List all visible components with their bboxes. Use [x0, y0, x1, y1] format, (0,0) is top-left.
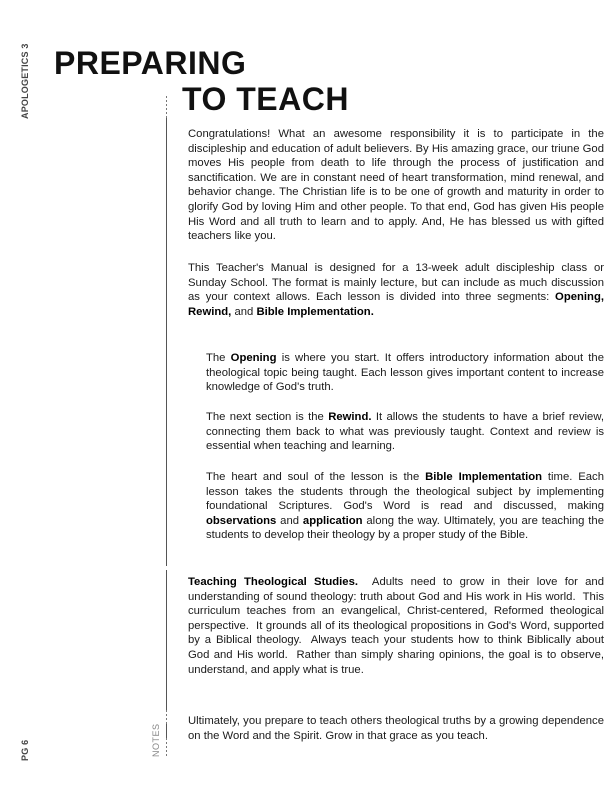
bi-and: and — [276, 514, 303, 527]
series-label: APOLOGETICS 3 — [20, 43, 30, 119]
margin-rule-dotted-top — [166, 96, 167, 118]
opening-paragraph — [206, 351, 604, 395]
page-title-line-1: PREPARING — [54, 45, 247, 81]
bi-term: Bible Implementation — [425, 471, 543, 483]
section-text: Adults need to grow in their love for and understanding of sound theology: truth about God and His work in His world. This curriculum teaches from an evangelical, Christ-centered, Reformed theological perspective. It grounds all of its theological propositions in God's Word, supported by a Biblical theology. Always teach your students how to think Biblically about God and His world. Rather than simply sharing opinions, the goal is to observe, understand, and apply what is true. — [188, 576, 608, 676]
bi-text-2: along the way. Ultimately, you are teaching the students to develop their theology by a proper study of the Bible. — [206, 514, 604, 542]
observations-term: observations — [206, 514, 277, 527]
manual-overview-paragraph — [188, 261, 604, 319]
bi-pre: The heart and soul of the lesson is the — [206, 471, 426, 483]
bi-text-1: time. Each lesson takes the students through the theological subject by implementing foundational Scriptures. God's Word is read and discussed, making — [206, 471, 604, 513]
margin-rule-notes — [166, 724, 167, 738]
rewind-paragraph — [206, 410, 604, 454]
margin-rule-lower — [166, 570, 167, 710]
segments-bold-2: Bible Implementation. — [256, 305, 374, 318]
margin-rule-upper — [166, 118, 167, 566]
page-number: PG 6 — [20, 739, 30, 761]
margin-rule-dotted-mid — [166, 710, 167, 724]
section-heading: Teaching Theological Studies. — [188, 576, 358, 588]
opening-text: is where you start. It offers introductory information about the theological topic being taught. Each lesson gives important content to increase knowledge of God's truth. — [206, 352, 604, 394]
overview-and: and — [231, 305, 257, 318]
opening-term: Opening — [230, 352, 277, 364]
page-title-line-2: TO TEACH — [182, 81, 349, 117]
closing-text: Ultimately, you prepare to teach others theological truths by a growing dependence on the Word and the Spirit. Grow in that grace as you teach. — [188, 715, 604, 742]
closing-paragraph — [188, 714, 604, 743]
overview-text: This Teacher's Manual is designed for a 13-week adult discipleship class or Sunday School. The format is mainly lecture, but can include as much discussion as your context allows. Each lesson is divided into three segments: — [188, 262, 604, 304]
notes-label: NOTES — [151, 723, 161, 757]
segments-bold-1: Opening, Rewind, — [188, 291, 604, 318]
margin-rule-dotted-bottom — [166, 738, 167, 756]
rewind-pre: The next section is the — [206, 411, 329, 423]
opening-pre: The — [206, 352, 231, 364]
rewind-term: Rewind. — [328, 411, 372, 423]
intro-paragraph — [188, 127, 604, 244]
application-term: application — [302, 514, 363, 527]
rewind-text: It allows the students to have a brief review, connecting them back to what was previously taught. Context and review is essential when teaching and learning. — [206, 411, 604, 453]
teaching-theological-studies-paragraph — [188, 575, 608, 677]
bible-implementation-paragraph — [206, 470, 604, 543]
intro-text: Congratulations! What an awesome responsibility it is to participate in the discipleship and education of adult believers. By His amazing grace, our triune God moves His people from death to life through the process of justification and sanctification. We are in constant need of heart transformation, mind renewal, and behavior change. The Christian life is to be one of growth and maturity in order to glorify God by loving Him and other people. To that end, God has given His people His Word and all truth to learn and to apply. And, He has blessed us with gifted teachers like you. — [188, 128, 604, 243]
